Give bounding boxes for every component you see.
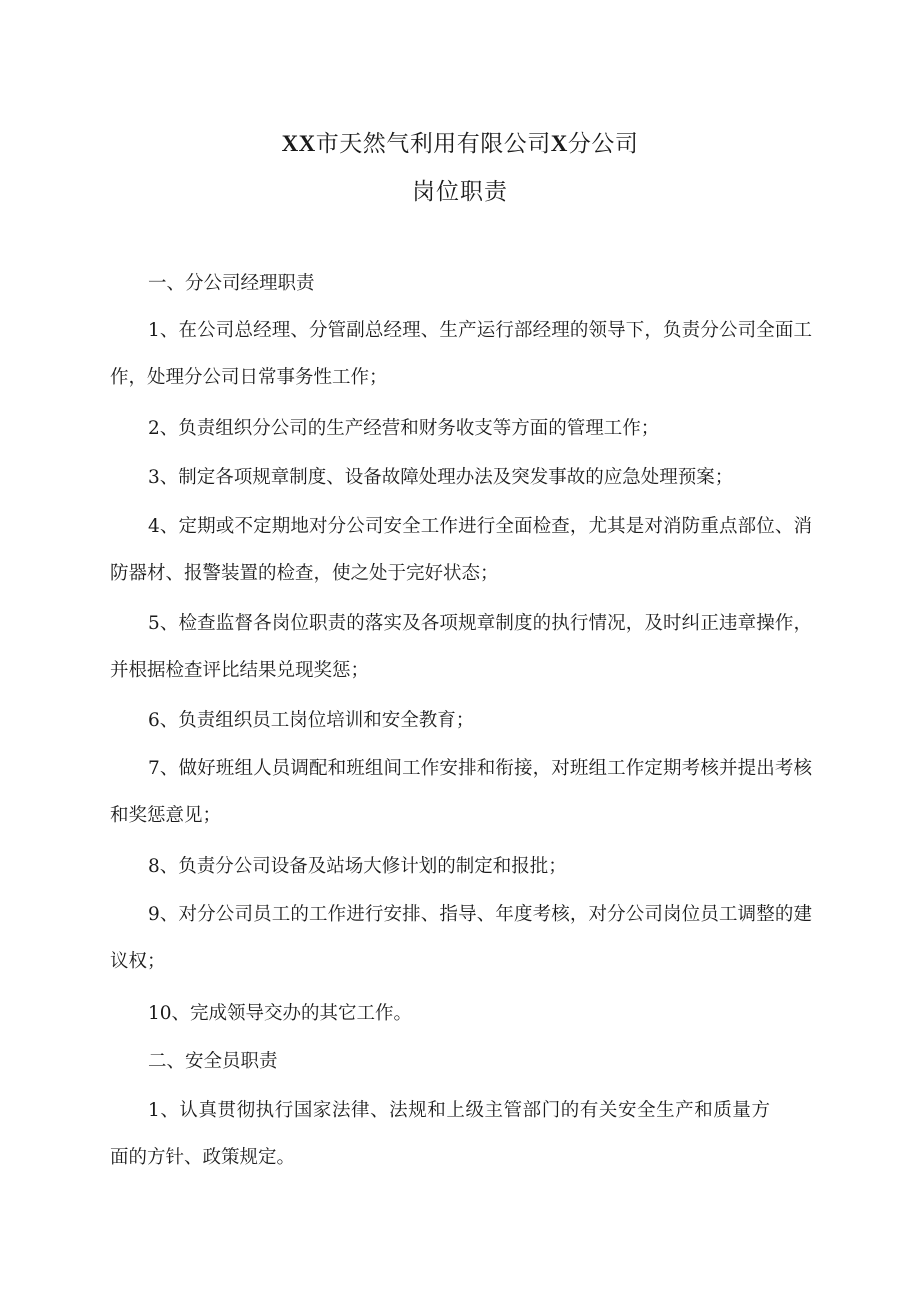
duty-item: 9、对分公司员工的工作进行安排、指导、年度考核，对分公司岗位员工调整的建议权；: [110, 904, 812, 972]
duty-item: 8、负责分公司设备及站场大修计划的制定和报批；: [148, 856, 567, 877]
duty-item: 1、在公司总经理、分管副总经理、生产运行部经理的领导下，负责分公司全面工作，处理分公司日常事务性工作；: [110, 320, 812, 388]
title-suffix: 分公司: [567, 131, 639, 157]
duty-item: 5、检查监督各岗位职责的落实及各项规章制度的执行情况，及时纠正违章操作，并根据检查评比结果兑现奖惩；: [110, 613, 812, 681]
section-heading-manager: 一、分公司经理职责: [148, 273, 315, 294]
title-prefix: XX: [281, 131, 316, 156]
duty-item: 3、制定各项规章制度、设备故障处理办法及突发事故的应急处理预案；: [148, 467, 734, 488]
duty-item: 6、负责组织员工岗位培训和安全教育；: [148, 710, 475, 731]
title-middle: 市天然气利用有限公司: [315, 131, 551, 157]
title-branch-letter: X: [550, 131, 568, 156]
section-heading-safety-officer: 二、安全员职责: [148, 1051, 278, 1072]
duty-item: 2、负责组织分公司的生产经营和财务收支等方面的管理工作；: [148, 418, 660, 439]
document-title: [0, 125, 920, 158]
duty-item: 10、完成领导交办的其它工作。: [148, 1003, 413, 1024]
duty-item: 4、定期或不定期地对分公司安全工作进行全面检查，尤其是对消防重点部位、消防器材、报警装置的检查，使之处于完好状态；: [110, 516, 812, 584]
duty-item: 7、做好班组人员调配和班组间工作安排和衔接，对班组工作定期考核并提出考核和奖惩意见；: [110, 758, 812, 826]
duty-item: 1、认真贯彻执行国家法律、法规和上级主管部门的有关安全生产和质量方面的方针、政策规定。: [110, 1100, 770, 1168]
document-subtitle: 岗位职责: [412, 179, 508, 205]
